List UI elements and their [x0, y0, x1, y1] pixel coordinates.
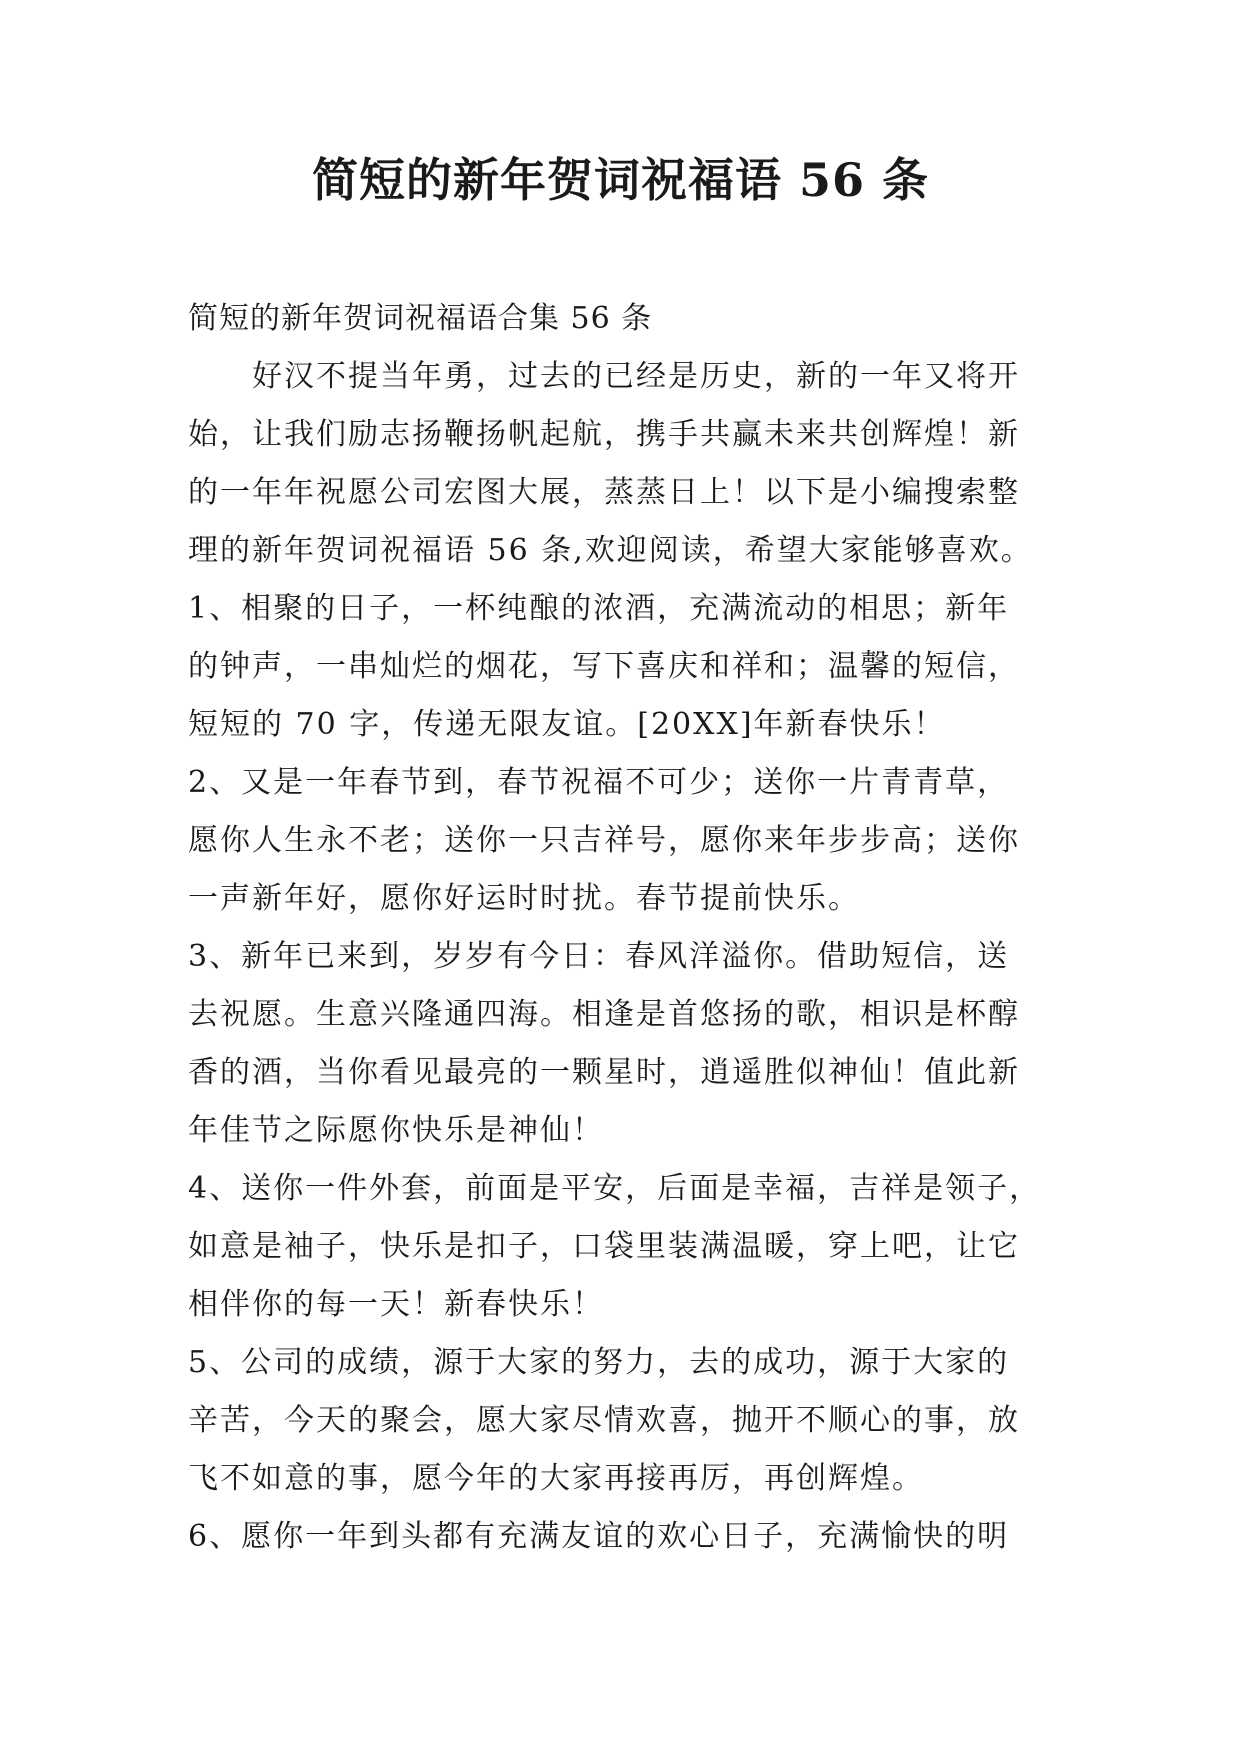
- paragraph-line: 的一年年祝愿公司宏图大展，蒸蒸日上！以下是小编搜索整: [188, 475, 1020, 510]
- paragraph-line: 相伴你的每一天！新春快乐！: [188, 1287, 604, 1322]
- paragraph-line: 愿你人生永不老；送你一只吉祥号，愿你来年步步高；送你: [188, 823, 1020, 858]
- paragraph-line: 短短的 70 字，传递无限友谊。[20XX]年新春快乐！: [188, 707, 946, 742]
- list-item: [188, 754, 1053, 928]
- list-item: [188, 1160, 1053, 1334]
- paragraph-line: 1、相聚的日子，一杯纯酿的浓酒，充满流动的相思；新年: [188, 591, 1010, 626]
- paragraph-line: 去祝愿。生意兴隆通四海。相逢是首悠扬的歌，相识是杯醇: [188, 997, 1020, 1032]
- paragraph-line: 理的新年贺词祝福语 56 条,欢迎阅读，希望大家能够喜欢。: [188, 533, 1033, 568]
- intro-paragraph: [188, 348, 1053, 580]
- paragraph-line: 6、愿你一年到头都有充满友谊的欢心日子，充满愉快的明: [188, 1519, 1010, 1554]
- paragraph-line: 辛苦，今天的聚会，愿大家尽情欢喜，抛开不顺心的事，放: [188, 1403, 1020, 1438]
- list-item: [188, 580, 1053, 754]
- paragraph-line: 始，让我们励志扬鞭扬帆起航，携手共赢未来共创辉煌！新: [188, 417, 1020, 452]
- list-item: [188, 1334, 1053, 1508]
- paragraph-line: 好汉不提当年勇，过去的已经是历史，新的一年又将开: [252, 359, 1020, 394]
- paragraph-line: 一声新年好，愿你好运时时扰。春节提前快乐。: [188, 881, 860, 916]
- paragraph-line: 3、新年已来到，岁岁有今日：春风洋溢你。借助短信，送: [188, 939, 1010, 974]
- paragraph-line: 5、公司的成绩，源于大家的努力，去的成功，源于大家的: [188, 1345, 1010, 1380]
- paragraph-line: 2、又是一年春节到，春节祝福不可少；送你一片青青草，: [188, 765, 1010, 800]
- paragraph-line: 飞不如意的事，愿今年的大家再接再厉，再创辉煌。: [188, 1461, 924, 1496]
- list-item: [188, 1508, 1053, 1566]
- document-subtitle: 简短的新年贺词祝福语合集 56 条: [188, 301, 653, 336]
- paragraph-line: 年佳节之际愿你快乐是神仙！: [188, 1113, 604, 1148]
- document-body: [188, 290, 1053, 1566]
- paragraph-line: 的钟声，一串灿烂的烟花，写下喜庆和祥和；温馨的短信，: [188, 649, 1020, 684]
- list-item: [188, 928, 1053, 1160]
- document-title: 简短的新年贺词祝福语 56 条: [311, 153, 930, 207]
- paragraph-line: 4、送你一件外套，前面是平安，后面是幸福，吉祥是领子，: [188, 1171, 1042, 1206]
- paragraph-line: 香的酒，当你看见最亮的一颗星时，逍遥胜似神仙！值此新: [188, 1055, 1020, 1090]
- paragraph-line: 如意是袖子，快乐是扣子，口袋里装满温暖，穿上吧，让它: [188, 1229, 1020, 1264]
